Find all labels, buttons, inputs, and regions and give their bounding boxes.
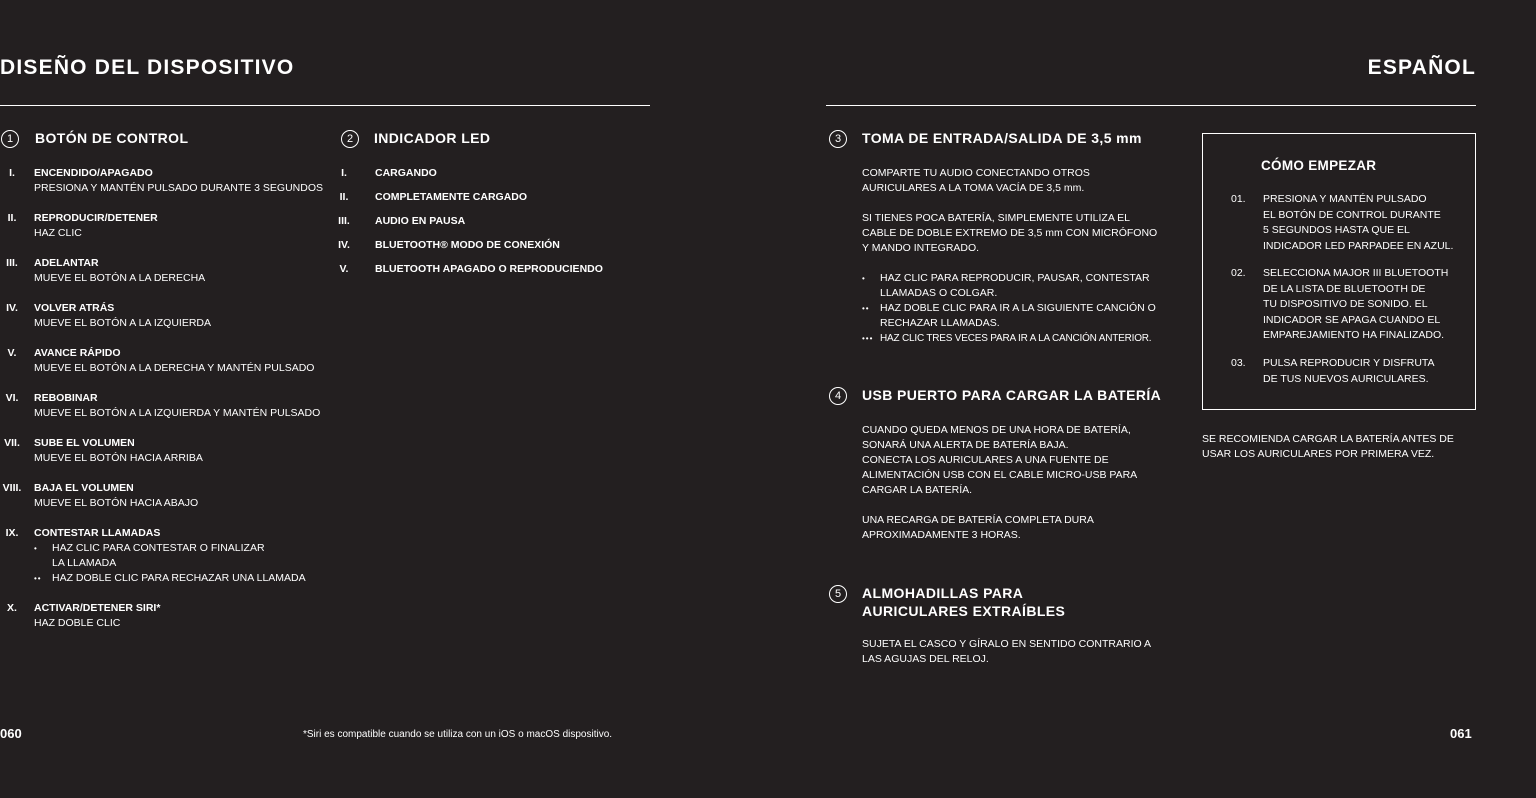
bullet-item — [34, 541, 306, 571]
led-label: BLUETOOTH APAGADO O REPRODUCIENDO — [375, 263, 603, 275]
bullet-text: HAZ CLIC PARA CONTESTAR O FINALIZAR — [52, 542, 265, 554]
led-label: CARGANDO — [375, 167, 437, 179]
step-line: PULSA REPRODUCIR Y DISFRUTA — [1263, 357, 1435, 369]
item-desc: HAZ DOBLE CLIC — [34, 617, 121, 629]
step-line: INDICADOR LED PARPADEE EN AZUL. — [1263, 239, 1454, 252]
bullet-text: LA LLAMADA — [52, 557, 117, 569]
roman-numeral: VIII. — [2, 482, 22, 494]
roman-numeral: X. — [7, 602, 17, 614]
text-line: SE RECOMIENDA CARGAR LA BATERÍA ANTES DE — [1202, 433, 1454, 445]
section-title: INDICADOR LED — [374, 130, 491, 146]
bullet-text: LLAMADAS O COLGAR. — [880, 287, 998, 299]
step-number: 02. — [1231, 267, 1246, 279]
step-line: DE LA LISTA DE BLUETOOTH DE — [1263, 282, 1426, 295]
item-title: VOLVER ATRÁS — [34, 302, 115, 314]
bullet-text: HAZ DOBLE CLIC PARA IR A LA SIGUIENTE CANCIÓN O — [880, 302, 1156, 314]
roman-numeral: II. — [7, 212, 17, 224]
text-line: COMPARTE TU AUDIO CONECTANDO OTROS — [862, 167, 1090, 179]
bullet-text: HAZ DOBLE CLIC PARA RECHAZAR UNA LLAMADA — [52, 572, 306, 584]
step-number: 03. — [1231, 357, 1246, 369]
getting-started-box — [1202, 133, 1476, 410]
roman-numeral: III. — [338, 215, 350, 227]
step-line: TU DISPOSITIVO DE SONIDO. EL — [1263, 298, 1428, 310]
item-title: AVANCE RÁPIDO — [34, 347, 121, 359]
text-line: SI TIENES POCA BATERÍA, SIMPLEMENTE UTILIZA EL — [862, 212, 1131, 224]
step-line: 5 SEGUNDOS HASTA QUE EL — [1263, 224, 1410, 236]
bullet-mark: ••• — [862, 334, 874, 343]
bullet-mark: • — [862, 274, 866, 283]
bullet-item — [862, 271, 1157, 301]
footnote: *Siri es compatible cuando se utiliza con un iOS o macOS dispositivo. — [303, 729, 613, 740]
section-title: USB PUERTO PARA CARGAR LA BATERÍA — [862, 387, 1162, 403]
jack-text — [862, 166, 1157, 346]
text-line: APROXIMADAMENTE 3 HORAS. — [862, 529, 1021, 541]
page-number-right: 061 — [1450, 726, 1472, 741]
item-title: BAJA EL VOLUMEN — [34, 482, 134, 494]
section-number-badge: 5 — [829, 585, 847, 603]
led-label: COMPLETAMENTE CARGADO — [375, 191, 528, 203]
section-led-header — [341, 129, 490, 148]
bullet-mark: •• — [862, 304, 870, 313]
item-desc: MUEVE EL BOTÓN A LA DERECHA — [34, 272, 206, 284]
roman-numeral: IV. — [338, 239, 350, 251]
roman-numeral: V. — [7, 347, 17, 359]
bullet-item — [34, 571, 306, 586]
pads-text — [862, 637, 1151, 667]
item-desc: MUEVE EL BOTÓN A LA IZQUIERDA Y MANTÉN PULSADO — [34, 407, 321, 419]
text-line: CARGAR LA BATERÍA. — [862, 484, 973, 496]
section-jack-header — [829, 129, 1142, 148]
step-line: DE TUS NUEVOS AURICULARES. — [1263, 372, 1429, 385]
header-rule-right — [826, 105, 1476, 106]
title-line: AURICULARES EXTRAÍBLES — [862, 603, 1066, 619]
header-rule-left — [0, 105, 650, 106]
section-title: BOTÓN DE CONTROL — [35, 130, 189, 146]
bullet-item — [862, 331, 1157, 346]
item-title: SUBE EL VOLUMEN — [34, 437, 135, 449]
text-line: USAR LOS AURICULARES POR PRIMERA VEZ. — [1202, 448, 1435, 460]
item-desc: PRESIONA Y MANTÉN PULSADO DURANTE 3 SEGUNDOS — [34, 182, 324, 194]
roman-numeral: I. — [9, 167, 15, 179]
item-desc: MUEVE EL BOTÓN HACIA ARRIBA — [34, 452, 203, 464]
page-number-left: 060 — [0, 726, 22, 741]
text-line: AURICULARES A LA TOMA VACÍA DE 3,5 mm. — [862, 182, 1085, 194]
text-line: Y MANDO INTEGRADO. — [862, 242, 980, 254]
led-label: BLUETOOTH® MODO DE CONEXIÓN — [375, 239, 560, 251]
roman-numeral: IX. — [5, 527, 19, 539]
bullet-mark: •• — [34, 574, 42, 583]
step-number: 01. — [1231, 193, 1246, 205]
section-number-badge: 4 — [829, 387, 847, 405]
text-line: UNA RECARGA DE BATERÍA COMPLETA DURA — [862, 514, 1094, 526]
section-usb-header — [829, 386, 1161, 405]
text-line: LAS AGUJAS DEL RELOJ. — [862, 653, 989, 665]
item-desc: MUEVE EL BOTÓN HACIA ABAJO — [34, 497, 199, 509]
step-line: EMPAREJAMIENTO HA FINALIZADO. — [1263, 329, 1445, 341]
roman-numeral: VII. — [4, 437, 20, 449]
item-title: ACTIVAR/DETENER SIRI* — [34, 602, 161, 614]
title-line: ALMOHADILLAS PARA — [862, 585, 1024, 601]
section-number-badge: 2 — [341, 130, 359, 148]
section-control-header — [1, 129, 188, 148]
text-line: SONARÁ UNA ALERTA DE BATERÍA BAJA. — [862, 439, 1069, 451]
section-title — [862, 584, 1065, 620]
roman-numeral: III. — [6, 257, 18, 269]
item-title: CONTESTAR LLAMADAS — [34, 527, 161, 539]
battery-note — [1202, 432, 1454, 462]
roman-numeral: V. — [339, 263, 349, 275]
text-line: CABLE DE DOBLE EXTREMO DE 3,5 mm CON MICRÓFONO — [862, 227, 1158, 239]
usb-text — [862, 423, 1137, 543]
section-title: TOMA DE ENTRADA/SALIDA DE 3,5 mm — [862, 130, 1142, 146]
bullet-item — [862, 301, 1157, 331]
led-label: AUDIO EN PAUSA — [375, 215, 466, 227]
roman-numeral: IV. — [6, 302, 18, 314]
step-line: PRESIONA Y MANTÉN PULSADO — [1263, 193, 1427, 205]
step-line: SELECCIONA MAJOR III BLUETOOTH — [1263, 267, 1449, 279]
item-title: ENCENDIDO/APAGADO — [34, 167, 153, 179]
roman-numeral: VI. — [5, 392, 19, 404]
text-line: CONECTA LOS AURICULARES A UNA FUENTE DE — [862, 454, 1109, 466]
section-number-badge: 3 — [829, 130, 847, 148]
step-line: EL BOTÓN DE CONTROL DURANTE — [1263, 208, 1441, 221]
item-desc: HAZ CLIC — [34, 227, 82, 239]
section-pads-header — [829, 584, 1065, 620]
text-line: CUANDO QUEDA MENOS DE UNA HORA DE BATERÍA, — [862, 424, 1131, 436]
box-title: CÓMO EMPEZAR — [1261, 158, 1377, 173]
step-line: INDICADOR SE APAGA CUANDO EL — [1263, 313, 1441, 326]
item-title: ADELANTAR — [34, 257, 99, 269]
bullet-text: HAZ CLIC TRES VECES PARA IR A LA CANCIÓN ANTERIOR. — [880, 333, 1152, 344]
roman-numeral: I. — [341, 167, 347, 179]
page-title-right: ESPAÑOL — [1367, 56, 1476, 79]
item-title: REPRODUCIR/DETENER — [34, 212, 158, 224]
section-number-badge: 1 — [1, 130, 19, 148]
bullet-text: HAZ CLIC PARA REPRODUCIR, PAUSAR, CONTESTAR — [880, 272, 1150, 284]
bullet-mark: • — [34, 544, 38, 553]
bullet-text: RECHAZAR LLAMADAS. — [880, 317, 1000, 329]
text-line: ALIMENTACIÓN USB CON EL CABLE MICRO-USB PARA — [862, 469, 1138, 481]
item-title: REBOBINAR — [34, 392, 98, 404]
item-desc: MUEVE EL BOTÓN A LA IZQUIERDA — [34, 317, 211, 329]
roman-numeral: II. — [339, 191, 349, 203]
text-line: SUJETA EL CASCO Y GÍRALO EN SENTIDO CONTRARIO A — [862, 638, 1152, 650]
page-title-left: DISEÑO DEL DISPOSITIVO — [0, 56, 295, 79]
item-desc: MUEVE EL BOTÓN A LA DERECHA Y MANTÉN PULSADO — [34, 362, 315, 374]
